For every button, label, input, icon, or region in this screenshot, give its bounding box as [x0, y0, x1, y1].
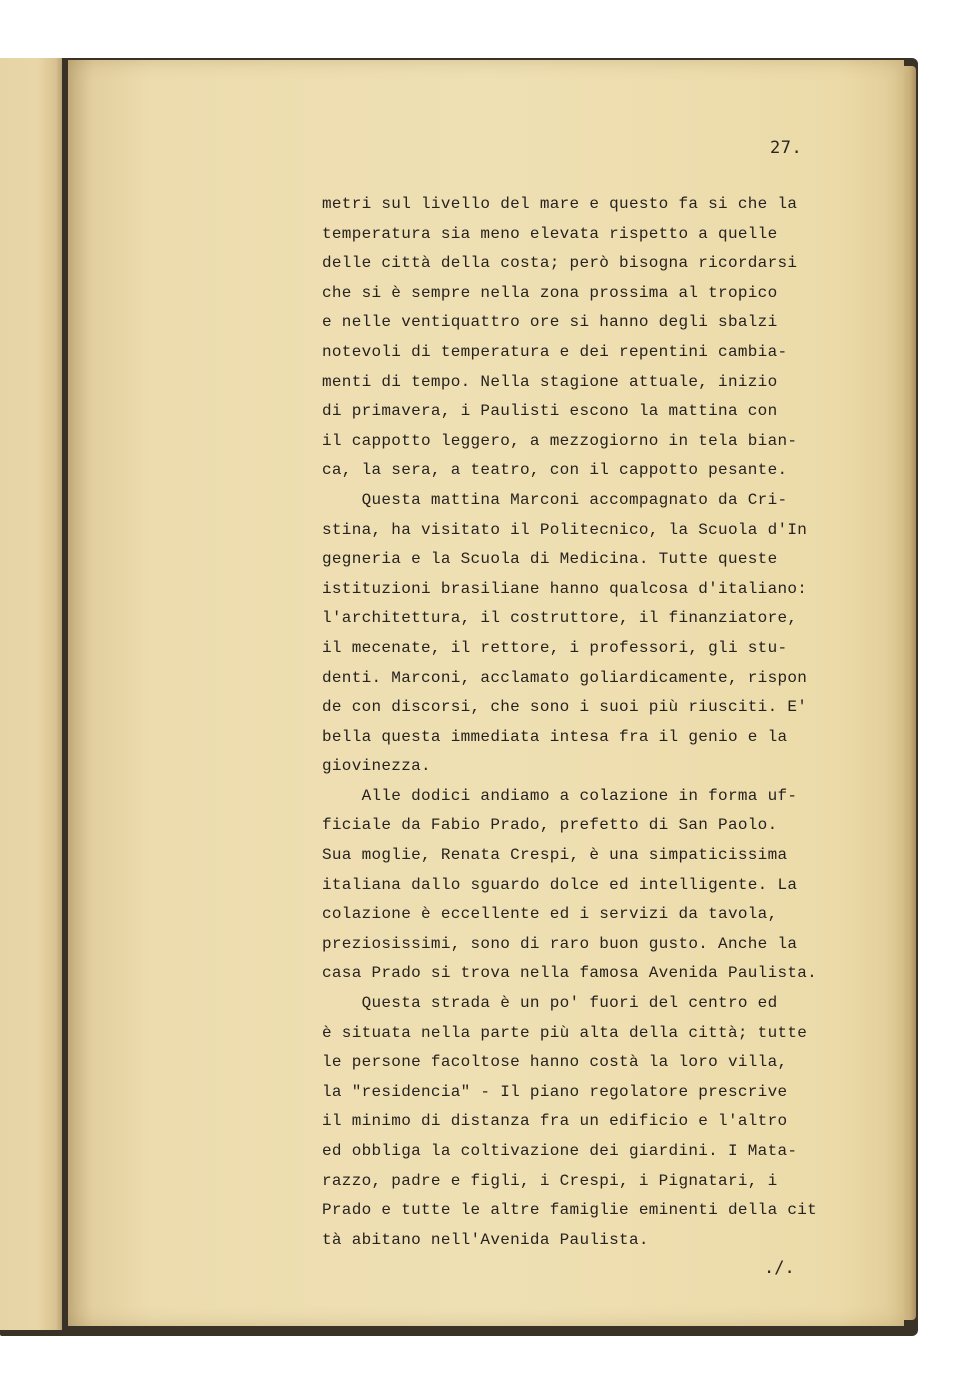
text-line: ficiale da Fabio Prado, prefetto di San Paolo.	[322, 816, 778, 835]
text-line: denti. Marconi, acclamato goliardicamente, rispon	[322, 668, 808, 687]
text-line: l'architettura, il costruttore, il finanziatore,	[322, 609, 798, 628]
text-line: ed obbliga la coltivazione dei giardini. I Mata-	[322, 1142, 798, 1160]
text-line: gegneria e la Scuola di Medicina. Tutte queste	[322, 550, 778, 569]
text-line: il minimo di distanza fra un edificio e l'altro	[322, 1112, 788, 1131]
typewritten-body	[322, 190, 852, 1255]
text-line: il mecenate, il rettore, i professori, gli stu-	[322, 638, 788, 657]
text-line: temperatura sia meno elevata rispetto a quelle	[322, 224, 778, 243]
text-line: preziosissimi, sono di raro buon gusto. Anche la	[322, 934, 798, 953]
text-line: notevoli di temperatura e dei repentini cambia-	[322, 342, 788, 361]
text-line: la "residencia" - Il piano regolatore prescrive	[322, 1082, 788, 1101]
text-line: delle città della costa; però bisogna ricordarsi	[322, 254, 798, 273]
text-line: menti di tempo. Nella stagione attuale, inizio	[322, 372, 778, 391]
text-line: Sua moglie, Renata Crespi, è una simpaticissima	[322, 846, 788, 865]
text-line: e nelle ventiquattro ore si hanno degli sbalzi	[322, 313, 778, 332]
text-line: giovinezza.	[322, 757, 431, 776]
text-line: metri sul livello del mare e questo fa si che la	[322, 195, 798, 213]
text-line: Alle dodici andiamo a colazione in forma uf-	[322, 786, 798, 805]
text-line: de con discorsi, che sono i suoi più riusciti. E'	[322, 698, 808, 717]
text-line: il cappotto leggero, a mezzogiorno in tela bian-	[322, 431, 798, 450]
text-line: Prado e tutte le altre famiglie eminenti della cit	[322, 1201, 818, 1220]
text-line: ca, la sera, a teatro, con il cappotto pesante.	[322, 461, 788, 480]
text-line: tà abitano nell'Avenida Paulista.	[322, 1230, 649, 1249]
text-line: casa Prado si trova nella famosa Avenida Paulista.	[322, 964, 818, 983]
text-line: stina, ha visitato il Politecnico, la Scuola d'In	[322, 520, 808, 539]
left-page-edge	[0, 58, 62, 1330]
text-line: Questa strada è un po' fuori del centro ed	[322, 994, 778, 1013]
text-line: italiana dallo sguardo dolce ed intelligente. La	[322, 875, 798, 894]
text-line: istituzioni brasiliane hanno qualcosa d'italiano:	[322, 579, 808, 598]
text-line: razzo, padre e figli, i Crespi, i Pignatari, i	[322, 1171, 778, 1190]
text-line: di primavera, i Paulisti escono la mattina con	[322, 402, 778, 421]
text-line: bella questa immediata intesa fra il genio e la	[322, 727, 788, 746]
text-line: colazione è eccellente ed i servizi da tavola,	[322, 905, 778, 924]
page-number: 27.	[770, 138, 803, 158]
text-line: le persone facoltose hanno costà la loro villa,	[322, 1053, 788, 1072]
continuation-mark: ./.	[764, 1258, 795, 1278]
text-line: che si è sempre nella zona prossima al tropico	[322, 283, 778, 302]
text-line: è situata nella parte più alta della città; tutte	[322, 1023, 808, 1042]
text-line: Questa mattina Marconi accompagnato da Cri-	[322, 490, 788, 509]
